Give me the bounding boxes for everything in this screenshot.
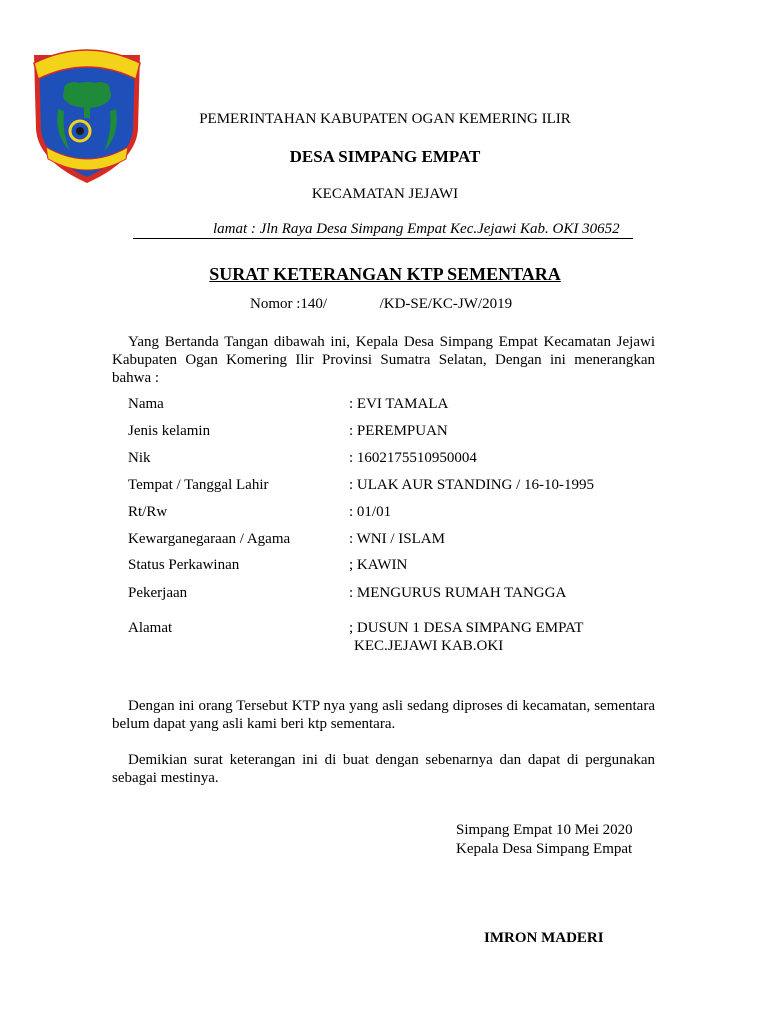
field-label: Tempat / Tanggal Lahir [128,477,269,493]
field-label: Pekerjaan [128,585,188,601]
field-value: : MENGURUS RUMAH TANGGA [349,585,567,601]
signature-place-date: Simpang Empat 10 Mei 2020 [456,822,633,838]
village-heading: DESA SIMPANG EMPAT [289,147,481,166]
signature-name: IMRON MADERI [484,930,604,946]
field-label: Rt/Rw [128,504,168,520]
field-label: Nik [128,450,151,466]
field-value: : PEREMPUAN [349,423,448,439]
opening-paragraph: Yang Bertanda Tangan dibawah ini, Kepala Desa Simpang Empat Kecamatan Jejawi Kabupaten Ogan Komering Ilir Provinsi Sumatra Selatan, Dengan ini menerangkan bahwa : [112,334,655,386]
field-label: Nama [128,396,164,412]
field-label: Jenis kelamin [128,423,211,439]
letter-number: Nomor :140/ /KD-SE/KC-JW/2019 [250,296,513,312]
field-value-continued: KEC.JEJAWI KAB.OKI [354,638,504,654]
signature-role: Kepala Desa Simpang Empat [456,841,633,857]
field-value: ; DUSUN 1 DESA SIMPANG EMPAT [349,620,584,636]
field-value: : EVI TAMALA [349,396,449,412]
field-label: Alamat [128,620,173,636]
field-value: : 01/01 [349,504,392,520]
field-label: Status Perkawinan [128,557,240,573]
district-heading: KECAMATAN JEJAWI [311,186,459,202]
letter-title: SURAT KETERANGAN KTP SEMENTARA [209,264,561,284]
field-value: ; KAWIN [349,557,408,573]
field-value: : 1602175510950004 [349,450,477,466]
field-value: : WNI / ISLAM [349,531,445,547]
body-paragraph: Dengan ini orang Tersebut KTP nya yang asli sedang diproses di kecamatan, sementara belum dapat yang asli kami beri ktp sementara. [112,698,655,732]
address-line: lamat : Jln Raya Desa Simpang Empat Kec.Jejawi Kab. OKI 30652 [133,221,633,239]
field-label: Kewarganegaraan / Agama [128,531,291,547]
government-heading: PEMERINTAHAN KABUPATEN OGAN KEMERING ILIR [199,111,571,127]
closing-paragraph: Demikian surat keterangan ini di buat dengan sebenarnya dan dapat di pergunakan sebagai mestinya. [112,752,655,786]
field-value: : ULAK AUR STANDING / 16-10-1995 [349,477,595,493]
